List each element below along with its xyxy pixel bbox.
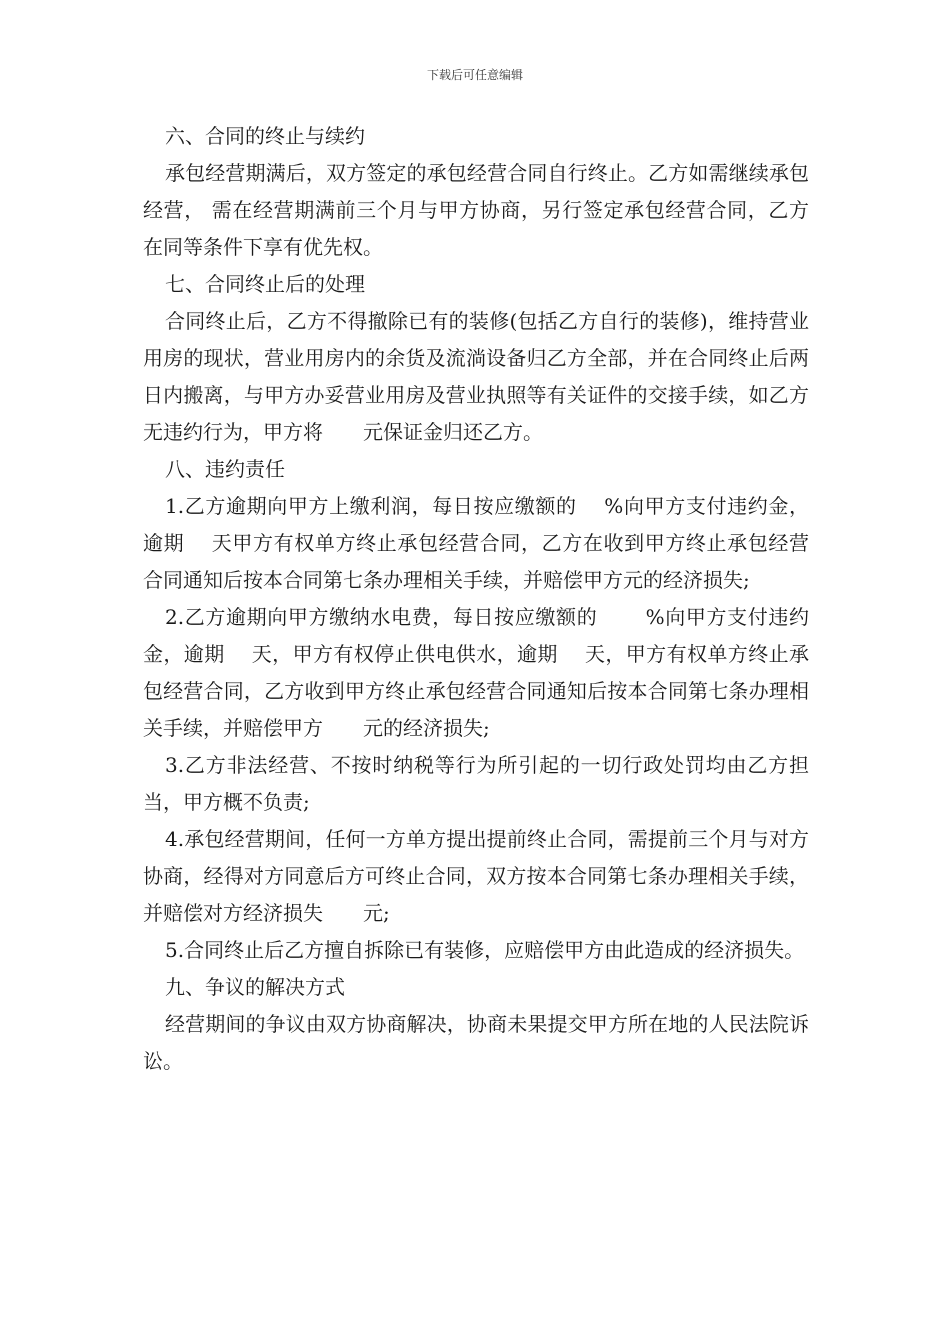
paragraph: 2.乙方逾期向甲方缴纳水电费，每日按应缴额的 %向甲方支付违约金，逾期 天，甲方有权停止供电供水，逾期 天，甲方有权单方终止承包经营合同，乙方收到甲方终止承包经营合同通知后按本合同第七条办理相关手续，并赔偿甲方 元的经济损失; bbox=[143, 605, 809, 740]
paragraph: 经营期间的争议由双方协商解决，协商未果提交甲方所在地的人民法院诉讼。 bbox=[143, 1012, 809, 1073]
section-heading: 八、违约责任 bbox=[165, 457, 285, 481]
paragraph: 5.合同终止后乙方擅自拆除已有装修，应赔偿甲方由此造成的经济损失。 bbox=[165, 938, 805, 962]
paragraph: 3.乙方非法经营、不按时纳税等行为所引起的一切行政处罚均由乙方担当，甲方概不负责; bbox=[143, 753, 809, 814]
section-termination-renewal bbox=[143, 118, 809, 266]
paragraph: 合同终止后，乙方不得撤除已有的装修(包括乙方自行的装修)，维持营业用房的现状，营业用房内的余货及流淌设备归乙方全部，并在合同终止后两日内搬离，与甲方办妥营业用房及营业执照等有关证件的交接手续，如乙方无违约行为，甲方将 元保证金归还乙方。 bbox=[143, 309, 809, 444]
paragraph: 1.乙方逾期向甲方上缴利润，每日按应缴额的 %向甲方支付违约金，逾期 天甲方有权单方终止承包经营合同，乙方在收到甲方终止承包经营合同通知后按本合同第七条办理相关手续，并赔偿甲方元的经济损失; bbox=[143, 494, 809, 592]
document-body bbox=[143, 118, 809, 1080]
page-header-note: 下载后可任意编辑 bbox=[426, 68, 523, 82]
section-breach-liability bbox=[143, 451, 809, 969]
paragraph: 4.承包经营期间，任何一方单方提出提前终止合同，需提前三个月与对方协商，经得对方同意后方可终止合同，双方按本合同第七条办理相关手续，并赔偿对方经济损失 元; bbox=[143, 827, 809, 925]
paragraph: 承包经营期满后，双方签定的承包经营合同自行终止。乙方如需继续承包经营， 需在经营期满前三个月与甲方协商，另行签定承包经营合同，乙方在同等条件下享有优先权。 bbox=[143, 161, 809, 259]
section-dispute-resolution bbox=[143, 969, 809, 1080]
section-heading: 七、合同终止后的处理 bbox=[165, 272, 365, 296]
section-heading: 六、合同的终止与续约 bbox=[165, 124, 365, 148]
section-heading: 九、争议的解决方式 bbox=[165, 975, 345, 999]
section-post-termination bbox=[143, 266, 809, 451]
